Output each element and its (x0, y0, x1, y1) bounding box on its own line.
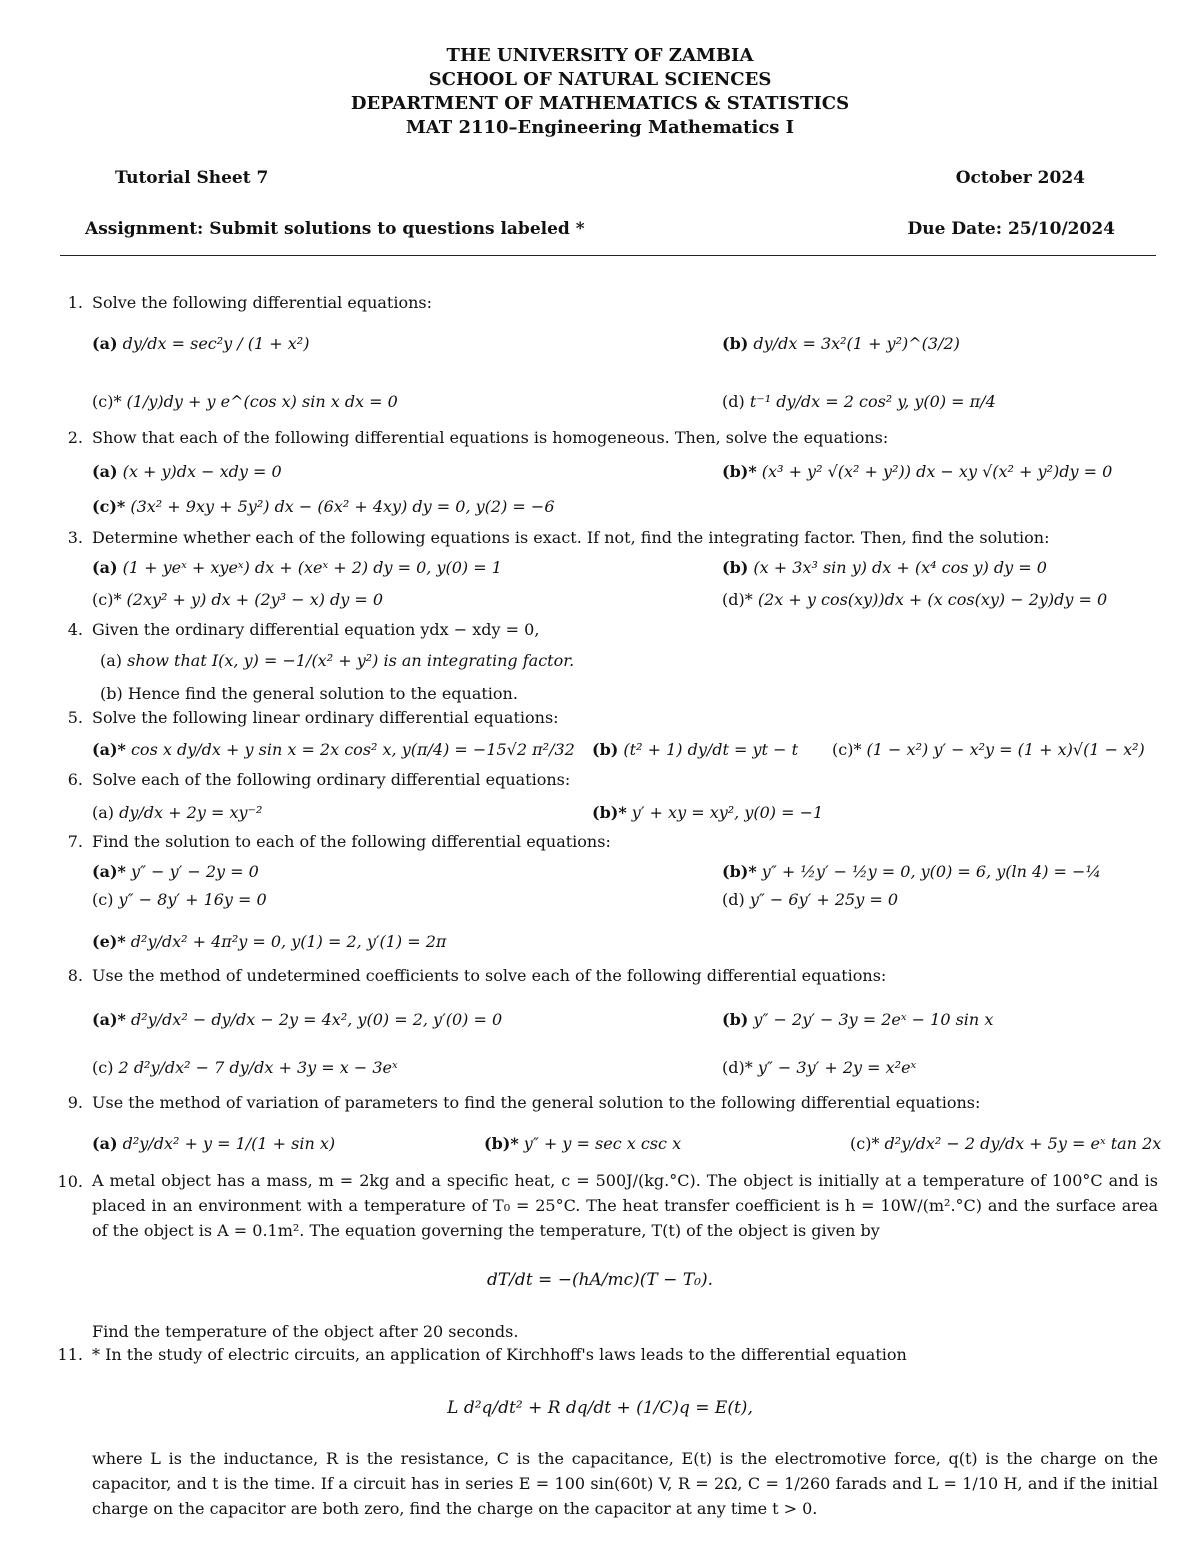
part-label: (c)* (92, 497, 126, 516)
display-equation: L d²q/dt² + R dq/dt + (1/C)q = E(t), (447, 1398, 753, 1418)
equation: (x + y)dx − xdy = 0 (122, 462, 282, 481)
equation: 2 d²y/dx² − 7 dy/dx + 3y = x − 3eˣ (118, 1058, 398, 1077)
equation: (1/y)dy + y e^(cos x) sin x dx = 0 (126, 392, 398, 411)
question-part (92, 803, 262, 822)
university-title: THE UNIVERSITY OF ZAMBIA (446, 45, 754, 66)
equation: (1 − x²) y′ − x²y = (1 + x)√(1 − x²) (866, 740, 1145, 759)
question-number: 10. (57, 1172, 83, 1191)
equation: y″ − 6y′ + 25y = 0 (749, 890, 899, 909)
question-text: * In the study of electric circuits, an application of Kirchhoff's laws leads to the differential equation (92, 1345, 907, 1364)
equation: d²y/dx² + 4π²y = 0, y(1) = 2, y′(1) = 2π (130, 932, 447, 951)
part-label: (d) (722, 392, 745, 411)
equation: dy/dx + 2y = xy⁻² (119, 803, 263, 822)
question-number: 3. (67, 528, 83, 547)
question-part (92, 862, 259, 881)
part-label: (c)* (92, 392, 122, 411)
part-label: (b) (722, 1010, 749, 1029)
question-part (92, 1134, 335, 1153)
question-part (722, 862, 1101, 881)
question-part (722, 392, 996, 411)
equation: y″ + ½y′ − ½y = 0, y(0) = 6, y(ln 4) = −¼ (761, 862, 1101, 881)
due-date: Due Date: 25/10/2024 (907, 219, 1115, 239)
equation: dy/dx = 3x²(1 + y²)^(3/2) (753, 334, 960, 353)
question-text: Solve the following linear ordinary differential equations: (92, 708, 559, 727)
question-part (592, 740, 798, 759)
question-followup: Find the temperature of the object after 20 seconds. (92, 1322, 519, 1341)
course-title: MAT 2110–Engineering Mathematics I (405, 117, 795, 138)
question-text: Determine whether each of the following equations is exact. If not, find the integrating factor. Then, find the solution: (92, 528, 1050, 547)
part-label: (c)* (832, 740, 862, 759)
question-part (100, 651, 574, 670)
department-title: DEPARTMENT OF MATHEMATICS & STATISTICS (350, 93, 850, 114)
equation: show that I(x, y) = −1/(x² + y²) is an integrating factor. (127, 651, 575, 670)
question-part (850, 1134, 1161, 1153)
question-part (92, 1058, 398, 1077)
part-label: (b) (722, 558, 749, 577)
question-part (722, 1010, 993, 1029)
part-label: (a) (92, 462, 118, 481)
equation: (x + 3x³ sin y) dx + (x⁴ cos y) dy = 0 (753, 558, 1047, 577)
question-part (92, 740, 575, 759)
part-label: (d)* (722, 590, 753, 609)
display-equation: dT/dt = −(hA/mc)(T − T₀). (486, 1270, 714, 1290)
question-part (92, 890, 267, 909)
question-text: Given the ordinary differential equation ydx − xdy = 0, (92, 620, 540, 639)
part-label: (c) (92, 1058, 114, 1077)
sheet-date: October 2024 (955, 168, 1085, 188)
part-label: (b)* (592, 803, 627, 822)
question-part (722, 1058, 916, 1077)
part-label: (b)* (722, 462, 757, 481)
equation: y″ − 2y′ − 3y = 2eˣ − 10 sin x (753, 1010, 994, 1029)
school-title: SCHOOL OF NATURAL SCIENCES (428, 69, 772, 90)
part-label: (a) (92, 1134, 118, 1153)
question-part (832, 740, 1145, 759)
part-label: (a) (92, 803, 115, 822)
equation: (t² + 1) dy/dt = yt − t (623, 740, 798, 759)
question-part (92, 334, 309, 353)
question-number: 6. (67, 770, 83, 789)
part-label: (a) (100, 651, 123, 670)
sheet-label: Tutorial Sheet 7 (115, 168, 269, 188)
equation: (2x + y cos(xy))dx + (x cos(xy) − 2y)dy = 0 (757, 590, 1108, 609)
equation: y″ − 8y′ + 16y = 0 (118, 890, 267, 909)
question-number: 8. (67, 966, 83, 985)
equation: y″ + y = sec x csc x (523, 1134, 682, 1153)
part-label: (e)* (92, 932, 126, 951)
equation: (3x² + 9xy + 5y²) dx − (6x² + 4xy) dy = 0, y(2) = −6 (130, 497, 555, 516)
equation: d²y/dx² + y = 1/(1 + sin x) (122, 1134, 336, 1153)
header-divider (60, 255, 1156, 256)
question-text: Use the method of undetermined coefficients to solve each of the following differential equations: (92, 966, 887, 985)
equation: y″ − y′ − 2y = 0 (130, 862, 259, 881)
question-part (100, 684, 518, 703)
question-part (92, 392, 398, 411)
part-label: (a) (92, 334, 118, 353)
part-label: (b) (592, 740, 619, 759)
equation: t⁻¹ dy/dx = 2 cos² y, y(0) = π/4 (749, 392, 996, 411)
question-text: A metal object has a mass, m = 2kg and a specific heat, c = 500J/(kg.°C). The object is initially at a temperature of 100°C and is placed in an environment with a temperature of T₀ = 25°C. The heat transfer coefficient is h = 10W/(m².°C) and the surface area of the object is A = 0.1m². The equation governing the temperature, T(t) of the object is given by (92, 1171, 1158, 1240)
question-text: Show that each of the following differential equations is homogeneous. Then, solve the equations: (92, 428, 889, 447)
question-part (722, 590, 1107, 609)
equation: Hence find the general solution to the equation. (127, 684, 518, 703)
question-number: 5. (67, 708, 83, 727)
part-label: (a)* (92, 1010, 126, 1029)
part-label: (b) (100, 684, 123, 703)
question-followup: where L is the inductance, R is the resistance, C is the capacitance, E(t) is the electromotive force, q(t) is the charge on the capacitor, and t is the time. If a circuit has in series E = 100 sin(60t) V, R = 2Ω, C = 1/260 farads and L = 1/10 H, and if the initial charge on the capacitor are both zero, find the charge on the capacitor at any time t > 0. (92, 1449, 1158, 1518)
question-part (92, 462, 282, 481)
question-number: 9. (67, 1093, 83, 1112)
equation: d²y/dx² − 2 dy/dx + 5y = eˣ tan 2x (884, 1134, 1162, 1153)
question-text: Solve the following differential equations: (92, 293, 433, 312)
question-part (92, 1010, 502, 1029)
part-label: (d) (722, 890, 745, 909)
equation: d²y/dx² − dy/dx − 2y = 4x², y(0) = 2, y′(0) = 0 (130, 1010, 503, 1029)
question-number: 7. (67, 832, 83, 851)
question-part (92, 932, 446, 951)
question-part (722, 558, 1047, 577)
part-label: (b)* (722, 862, 757, 881)
part-label: (d)* (722, 1058, 753, 1077)
question-text: Solve each of the following ordinary differential equations: (92, 770, 571, 789)
question-part (92, 558, 502, 577)
question-part (92, 590, 383, 609)
equation: y′ + xy = xy², y(0) = −1 (631, 803, 824, 822)
part-label: (c)* (850, 1134, 880, 1153)
equation: (1 + yeˣ + xyeˣ) dx + (xeˣ + 2) dy = 0, y(0) = 1 (122, 558, 502, 577)
question-text: Find the solution to each of the following differential equations: (92, 832, 611, 851)
question-part (722, 462, 1112, 481)
part-label: (a) (92, 558, 118, 577)
question-number: 1. (67, 293, 83, 312)
part-label: (b)* (484, 1134, 519, 1153)
equation: cos x dy/dx + y sin x = 2x cos² x, y(π/4) = −15√2 π²/32 (130, 740, 575, 759)
question-part (92, 497, 555, 516)
equation: (2xy² + y) dx + (2y³ − x) dy = 0 (126, 590, 384, 609)
equation: y″ − 3y′ + 2y = x²eˣ (757, 1058, 917, 1077)
question-part (592, 803, 823, 822)
part-label: (b) (722, 334, 749, 353)
question-number: 4. (67, 620, 83, 639)
part-label: (a)* (92, 740, 126, 759)
question-number: 11. (57, 1345, 83, 1364)
question-part (722, 890, 898, 909)
part-label: (a)* (92, 862, 126, 881)
assignment-note: Assignment: Submit solutions to questions labeled * (85, 219, 585, 239)
part-label: (c)* (92, 590, 122, 609)
question-text: Use the method of variation of parameters to find the general solution to the following differential equations: (92, 1093, 981, 1112)
equation: (x³ + y² √(x² + y²)) dx − xy √(x² + y²)dy = 0 (761, 462, 1113, 481)
part-label: (c) (92, 890, 114, 909)
question-part (484, 1134, 681, 1153)
question-part (722, 334, 960, 353)
equation: dy/dx = sec²y / (1 + x²) (122, 334, 310, 353)
question-number: 2. (67, 428, 83, 447)
